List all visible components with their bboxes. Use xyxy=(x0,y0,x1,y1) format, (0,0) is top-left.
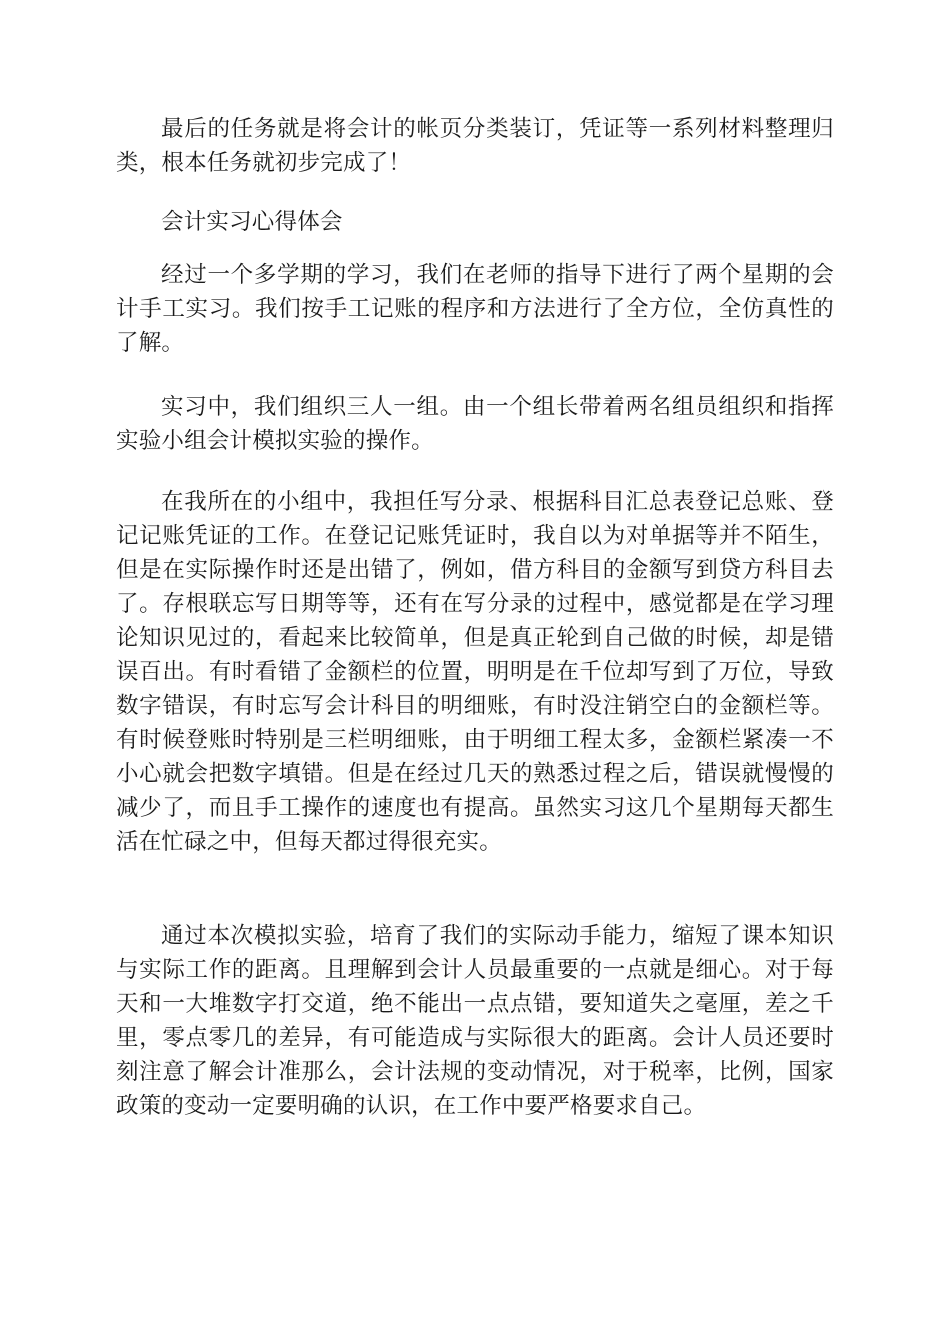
paragraph-introduction: 经过一个多学期的学习，我们在老师的指导下进行了两个星期的会计手工实习。我们按手工记账的程序和方法进行了全方位，全仿真性的了解。 xyxy=(116,262,834,356)
section-heading: 会计实习心得体会 xyxy=(161,209,343,235)
paragraph-closing-task: 最后的任务就是将会计的帐页分类装订，凭证等一系列材料整理归类，根本任务就初步完成了！ xyxy=(116,116,834,176)
paragraph-conclusion: 通过本次模拟实验，培育了我们的实际动手能力，缩短了课本知识与实际工作的距离。且理解到会计人员最重要的一点就是细心。对于每天和一大堆数字打交道，绝不能出一点点错，要知道失之毫厘，差之千里，零点零几的差异，有可能造成与实际很大的距离。会计人员还要时刻注意了解会计准那么，会计法规的变动情况，对于税率，比例，国家政策的变动一定要明确的认识，在工作中要严格要求自己。 xyxy=(116,923,834,1119)
paragraph-work-experience: 在我所在的小组中，我担任写分录、根据科目汇总表登记总账、登记记账凭证的工作。在登记记账凭证时，我自以为对单据等并不陌生，但是在实际操作时还是出错了，例如，借方科目的金额写到贷方科目去了。存根联忘写日期等等，还有在写分录的过程中，感觉都是在学习理论知识见过的，看起来比较简单，但是真正轮到自己做的时候，却是错误百出。有时看错了金额栏的位置，明明是在千位却写到了万位，导致数字错误，有时忘写会计科目的明细账，有时没注销空白的金额栏等。有时候登账时特别是三栏明细账，由于明细工程太多，金额栏紧凑一不小心就会把数字填错。但是在经过几天的熟悉过程之后，错误就慢慢的减少了，而且手工操作的速度也有提高。虽然实习这几个星期每天都生活在忙碌之中，但每天都过得很充实。 xyxy=(116,489,834,855)
paragraph-group-organization: 实习中，我们组织三人一组。由一个组长带着两名组员组织和指挥实验小组会计模拟实验的操作。 xyxy=(116,394,834,454)
